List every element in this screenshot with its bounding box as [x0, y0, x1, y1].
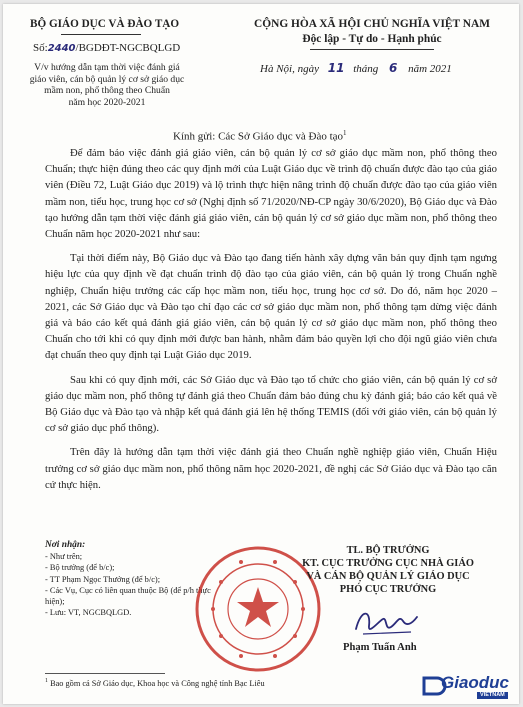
- date-month-handwritten: 6: [389, 61, 398, 75]
- ministry-name: BỘ GIÁO DỤC VÀ ĐÀO TẠO: [30, 18, 180, 30]
- body-paragraph: Trên đây là hướng dẫn tạm thời việc đánh giá theo Chuẩn nghề nghiệp giáo viên, Chuẩn Hiệu trưởng cơ sở giáo dục mầm non, phổ thông năm học 2020-2021, đề nghị các Sở Giáo dục và Đào tạo căn cứ thực hiện.: [45, 446, 497, 491]
- giaoduc-logo: [421, 672, 517, 700]
- recipient-item: - Bộ trưởng (để b/c);: [45, 563, 115, 573]
- logo-subtext: VIETNAM: [477, 692, 508, 699]
- footnote: [45, 678, 265, 688]
- recipients-heading: Nơi nhận:: [45, 540, 86, 550]
- subject-line: giáo viên, cán bộ quản lý cơ sở giáo dục: [29, 73, 185, 85]
- salutation: [173, 127, 347, 144]
- subject-line: mầm non, phổ thông theo Chuẩn: [44, 85, 170, 97]
- signature-title-line: TL. BỘ TRƯỞNG: [346, 545, 430, 556]
- body-paragraph: Tại thời điểm này, Bộ Giáo dục và Đào tạo đang tiến hành xây dựng văn bản quy định tạm ngưng hiệu lực của quy định về đạt chuẩn trình độ đào tạo của giáo viên, cán bộ quản lý trong Chuẩn nghề nghiệp, Chuẩn hiệu trưởng các cấp học mầm non, tiểu học, trung học cơ sở. Do đó, năm học 2020 – 2021, các Sở Giáo dục và Đào tạo chỉ đạo các cơ sở giáo dục mầm non, phổ thông tạm dừng việc đánh giá và báo cáo kết quả đánh giá giáo viên, cán bộ quản lý cơ sở giáo dục mầm non, phổ thông theo Chuẩn cho tới khi có quy định mới được ban hành, nhằm đảm bảo quyền lợi cho đội ngũ giáo viên chưa đạt chuẩn theo quy định tại Luật Giáo dục 2019.: [45, 252, 497, 362]
- signature-title-line: VÀ CÁN BỘ QUẢN LÝ GIÁO DỤC: [306, 571, 470, 582]
- recipient-item: hiện);: [45, 597, 65, 607]
- date-month-label: tháng: [353, 63, 379, 75]
- subject-line: năm học 2020-2021: [68, 96, 146, 108]
- document-page: [3, 4, 519, 704]
- letter-body: [45, 145, 497, 493]
- document-number: [33, 42, 180, 56]
- motto-underline: [310, 49, 434, 50]
- footnote-separator: [45, 673, 165, 674]
- subject-line: V/v hướng dẫn tạm thời việc đánh giá: [34, 62, 180, 73]
- recipient-item: - TT Phạm Ngọc Thưởng (để b/c);: [45, 574, 161, 584]
- body-paragraph: Để đảm bảo việc đánh giá giáo viên, cán bộ quản lý cơ sở giáo dục mầm non, phổ thông theo Chuẩn; thực hiện đúng theo các quy định mới của Luật Giáo dục về trình độ chuẩn được đào tạo của giáo viên (Điều 72, Luật Giáo dục 2019) và lộ trình thực hiện nâng trình độ chuẩn được đào tạo của giáo viên mầm non, tiểu học, trung học cơ sở (Nghị định số 71/2020/NĐ-CP ngày 30/6/2020), Bộ Giáo dục và Đào tạo hướng dẫn tạm thời việc đánh giá giáo viên, cán bộ quản lý cơ sở giáo dục mầm non, phổ thông theo Chuẩn năm học 2020-2021 như sau:: [45, 147, 497, 241]
- signature-title-line: KT. CỤC TRƯỞNG CỤC NHÀ GIÁO: [302, 558, 474, 569]
- republic-title: CỘNG HÒA XÃ HỘI CHỦ NGHĨA VIỆT NAM: [254, 18, 490, 30]
- doc-no-prefix: Số:: [33, 42, 48, 54]
- salutation-text: Kính gửi: Các Sở Giáo dục và Đào tạo: [173, 130, 344, 143]
- date-day-handwritten: 11: [327, 61, 345, 75]
- recipient-item: - Như trên;: [45, 552, 83, 562]
- ministry-underline: [61, 34, 141, 35]
- doc-no-handwritten: 2440: [47, 43, 76, 54]
- place-date: [260, 62, 452, 77]
- footnote-marker: 1: [45, 678, 48, 684]
- logo-text: Giaoduc: [441, 673, 510, 692]
- footnote-ref: 1: [343, 129, 347, 137]
- date-year: năm 2021: [408, 63, 452, 75]
- body-paragraph: Sau khi có quy định mới, các Sở Giáo dục và Đào tạo tổ chức cho giáo viên, cán bộ quản lý cơ sở giáo dục mầm non, phổ thông tự đánh giá theo Chuẩn đảm bảo đúng chu kỳ đánh giá; báo cáo kết quả về Bộ Giáo dục và Đào tạo và nhập kết quả đánh giá lên hệ thống TEMIS (đối với giáo viên, cán bộ quản lý cơ sở giáo dục phổ thông).: [45, 373, 497, 435]
- footnote-text: Bao gồm cả Sở Giáo dục, Khoa học và Công nghệ tỉnh Bạc Liêu: [50, 678, 265, 688]
- recipient-item: - Lưu: VT, NGCBQLGD.: [45, 608, 132, 618]
- signer-name: Phạm Tuấn Anh: [343, 642, 417, 653]
- recipient-item: - Các Vụ, Cục có liên quan thuộc Bộ (để p/h thực: [45, 585, 211, 595]
- date-place: Hà Nội, ngày: [260, 63, 319, 75]
- signature-titles: [258, 544, 518, 596]
- handwritten-signature: [351, 601, 421, 641]
- document-subject: [17, 62, 197, 108]
- national-motto: Độc lập - Tự do - Hạnh phúc: [302, 33, 442, 45]
- doc-no-suffix: /BGDĐT-NGCBQLGD: [75, 42, 181, 54]
- signature-title-line: PHÓ CỤC TRƯỞNG: [339, 584, 437, 595]
